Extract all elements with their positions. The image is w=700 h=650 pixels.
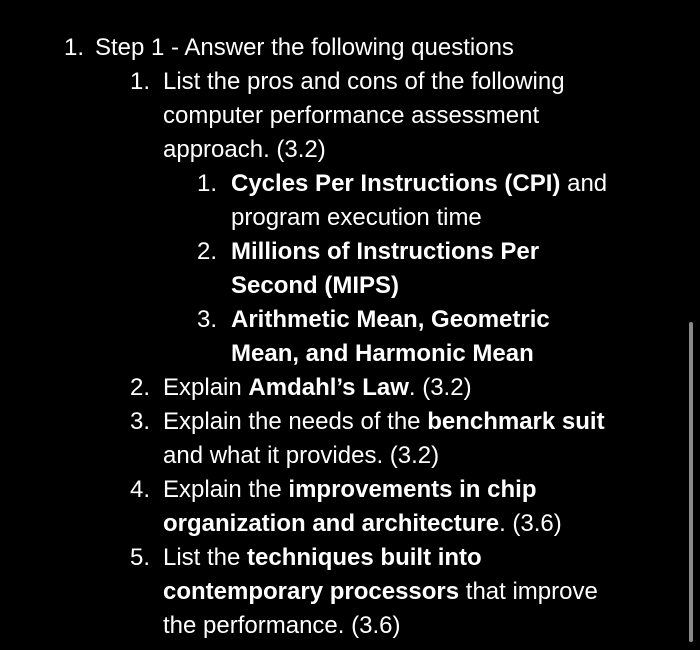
sub-item-1-rest: and xyxy=(560,170,608,197)
sub-item-3-bold-1: Arithmetic Mean, Geometric xyxy=(231,306,550,333)
sub-item-3-line-1 xyxy=(231,303,550,337)
question-2-line-1 xyxy=(163,371,472,405)
question-1-line-2: computer performance assessment xyxy=(163,102,540,129)
list-number: 4. xyxy=(129,476,150,503)
list-number: 3. xyxy=(196,306,217,333)
outer-list-item-1: Step 1 - Answer the following questions xyxy=(95,34,514,61)
question-4-line-1 xyxy=(163,473,536,507)
sub-item-1-bold: Cycles Per Instructions (CPI) xyxy=(231,170,561,197)
question-2-bold: Amdahl’s Law xyxy=(248,374,409,401)
sub-item-2-line-1 xyxy=(231,235,539,269)
list-number: 5. xyxy=(129,544,150,571)
question-2-pre: Explain xyxy=(163,374,249,401)
sub-item-2-bold-1: Millions of Instructions Per xyxy=(231,238,540,265)
vertical-scrollbar[interactable] xyxy=(689,322,693,642)
list-number: 1. xyxy=(196,170,217,197)
cut-off-text-line xyxy=(60,639,620,650)
question-5-pre: List the xyxy=(163,544,248,571)
sub-item-3-bold-2: Mean, and Harmonic Mean xyxy=(231,340,534,367)
sub-item-2-line-2 xyxy=(231,269,399,303)
question-4-bold-1: improvements in chip xyxy=(288,476,537,503)
question-5-line-2 xyxy=(163,575,598,609)
question-5-bold-2: contemporary processors xyxy=(163,578,460,605)
list-number: 1. xyxy=(63,34,84,61)
question-2-post: . (3.2) xyxy=(408,374,472,401)
question-4-bold-2: organization and architecture xyxy=(163,510,500,537)
question-3-line-1 xyxy=(163,405,605,439)
list-number: 2. xyxy=(196,238,217,265)
question-4-post: . (3.6) xyxy=(499,510,562,537)
list-number: 2. xyxy=(129,374,150,401)
question-5-bold-1: techniques built into xyxy=(247,544,482,571)
sub-item-1-line-1 xyxy=(231,167,607,201)
question-5-line-1 xyxy=(163,541,482,575)
sub-item-1-line-2: program execution time xyxy=(231,204,482,231)
question-5-post: that improve xyxy=(459,578,598,605)
sub-item-2-bold-2: Second (MIPS) xyxy=(231,272,400,299)
question-3-pre: Explain the needs of the xyxy=(163,408,428,435)
question-4-line-2 xyxy=(163,507,562,541)
list-number: 1. xyxy=(129,68,150,95)
question-4-pre: Explain the xyxy=(163,476,289,503)
question-5-line-3: the performance. (3.6) xyxy=(163,612,401,639)
question-3-line-2: and what it provides. (3.2) xyxy=(163,442,440,469)
question-1-line-3: approach. (3.2) xyxy=(163,136,326,163)
question-3-bold: benchmark suit xyxy=(427,408,605,435)
question-1-line-1: List the pros and cons of the following xyxy=(163,68,565,95)
sub-item-3-line-2 xyxy=(231,337,534,371)
list-number: 3. xyxy=(129,408,150,435)
